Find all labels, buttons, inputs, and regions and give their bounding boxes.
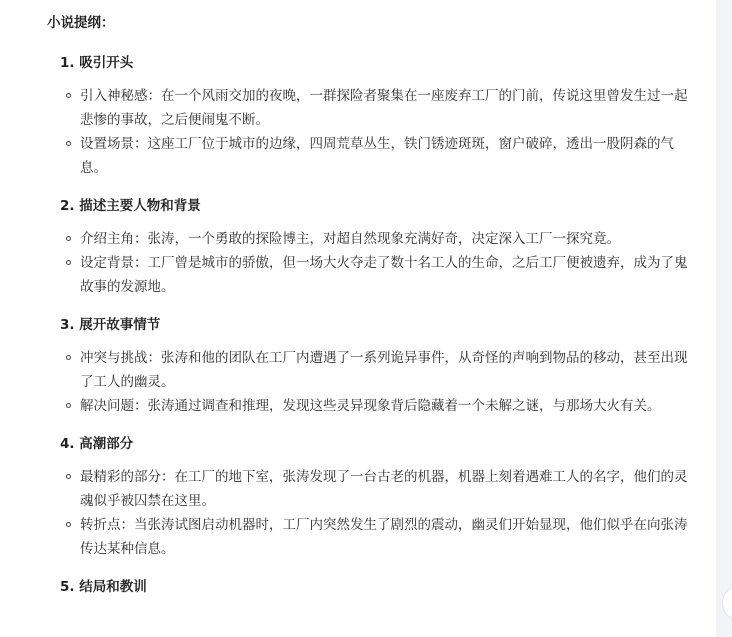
outline-section — [47, 314, 707, 418]
list-item-text: 最精彩的部分：在工厂的地下室，张涛发现了一台古老的机器，机器上刻着遇难工人的名字，他们的灵魂似乎被囚禁在这里。 — [80, 469, 688, 509]
outline-section — [47, 52, 707, 180]
bullet-icon — [66, 355, 71, 360]
outline-section — [47, 195, 707, 299]
list-item — [80, 84, 707, 132]
section-title: 3. 展开故事情节 — [60, 317, 161, 333]
list-item-text: 引入神秘感：在一个风雨交加的夜晚，一群探险者聚集在一座废弃工厂的门前，传说这里曾发生过一起悲惨的事故，之后便闹鬼不断。 — [80, 88, 688, 128]
list-item — [80, 227, 707, 251]
list-item-text: 介绍主角：张涛，一个勇敢的探险博主，对超自然现象充满好奇，决定深入工厂一探究竟。 — [80, 231, 620, 247]
section-items — [47, 465, 707, 561]
page-margin — [716, 0, 732, 637]
section-title: 5. 结局和教训 — [60, 579, 147, 595]
bullet-icon — [66, 236, 71, 241]
bullet-icon — [66, 474, 71, 479]
section-title: 4. 高潮部分 — [60, 436, 134, 452]
outline-section — [47, 433, 707, 561]
list-item-text: 解决问题：张涛通过调查和推理，发现这些灵异现象背后隐藏着一个未解之谜，与那场大火有关。 — [80, 398, 661, 414]
list-item — [80, 132, 707, 180]
list-item-text: 设定背景：工厂曾是城市的骄傲，但一场大火夺走了数十名工人的生命，之后工厂便被遗弃，成为了鬼故事的发源地。 — [80, 255, 688, 295]
list-item — [80, 251, 707, 299]
bullet-icon — [66, 93, 71, 98]
list-item-text: 转折点：当张涛试图启动机器时，工厂内突然发生了剧烈的震动，幽灵们开始显现，他们似乎在向张涛传达某种信息。 — [80, 517, 688, 557]
outline-section — [47, 576, 707, 598]
bullet-icon — [66, 260, 71, 265]
list-item — [80, 513, 707, 561]
outline-heading: 小说提纲： — [47, 15, 115, 31]
list-item-text: 设置场景：这座工厂位于城市的边缘，四周荒草丛生，铁门锈迹斑斑，窗户破碎，透出一股阴森的气息。 — [80, 136, 674, 176]
bullet-icon — [66, 522, 71, 527]
list-item-text: 冲突与挑战：张涛和他的团队在工厂内遭遇了一系列诡异事件，从奇怪的声响到物品的移动，甚至出现了工人的幽灵。 — [80, 350, 688, 390]
section-items — [47, 346, 707, 418]
list-item — [80, 465, 707, 513]
list-item — [80, 346, 707, 394]
bullet-icon — [66, 141, 71, 146]
section-title: 1. 吸引开头 — [60, 55, 134, 71]
section-title: 2. 描述主要人物和背景 — [60, 198, 201, 214]
novel-outline — [47, 12, 707, 613]
bullet-icon — [66, 403, 71, 408]
section-items — [47, 84, 707, 180]
section-items — [47, 227, 707, 299]
list-item — [80, 394, 707, 418]
